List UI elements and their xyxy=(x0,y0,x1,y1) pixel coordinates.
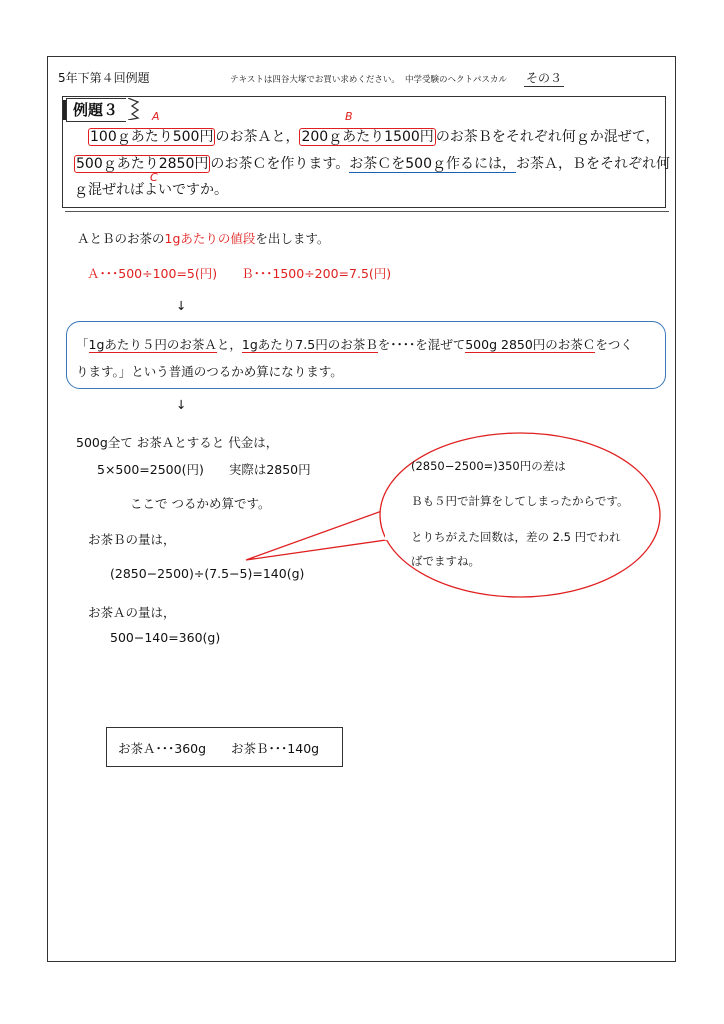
step-6: お茶Ａの量は， xyxy=(88,605,176,620)
bubble-line-1: (2850−2500=)350円の差は xyxy=(411,459,566,473)
problem-line-1: 100ｇあたり500円 のお茶Ａと， 200ｇあたり1500円 のお茶Ｂをそれぞれ何ｇか混ぜて， xyxy=(90,129,660,145)
step-7: 500−140=360(g) xyxy=(110,630,221,645)
calc-a-result: 5(円) xyxy=(186,266,218,281)
tea-c-box: 500ｇあたり2850円 xyxy=(76,156,209,172)
answer-text: お茶Ａ･･･360g お茶Ｂ･･･140g xyxy=(118,741,320,756)
bubble-line-4: ばでますね。 xyxy=(411,554,480,568)
question-underline: お茶Ｃを500ｇ作るには， xyxy=(349,156,516,172)
calc-b-result: 7.5(円) xyxy=(349,266,392,281)
unit-price-emphasis: 1gあたりの値段 xyxy=(164,231,256,246)
problem-line-2: 500ｇあたり2850円 のお茶Ｃを作ります。お茶Ｃを500ｇ作るには，お茶Ａ，Ｂをそれぞれ何 xyxy=(76,156,670,172)
arrow-down-icon: ↓ xyxy=(176,298,187,313)
label-b: B xyxy=(345,110,353,123)
part-label: その３ xyxy=(526,71,563,85)
step-4: お茶Ｂの量は， xyxy=(88,532,176,547)
arrow-down-icon: ↓ xyxy=(176,397,187,412)
intro-line: ＡとＢのお茶の1gあたりの値段を出します。 xyxy=(77,231,330,246)
purchase-note: テキストは四谷大塚でお買い求めください。 xyxy=(230,75,400,85)
step-5: (2850−2500)÷(7.5−5)=140(g) xyxy=(110,566,305,581)
callout-line-2: ります。」という普通のつるかめ算になります。 xyxy=(76,364,343,379)
step-2: 5×500=2500(円) 実際は2850円 xyxy=(97,462,311,477)
callout-line-1: 「1gあたり５円のお茶Ａと，1gあたり7.5円のお茶Ｂを････を混ぜて500g 2850円のお茶Ｃをつく xyxy=(76,337,633,352)
bubble-line-2: Ｂも５円で計算をしてしまったからです。 xyxy=(411,494,629,508)
step-3: ここで つるかめ算です。 xyxy=(130,496,271,511)
speech-bubble xyxy=(240,428,665,603)
bubble-line-3: とりちがえた回数は，差の 2.5 円でわれ xyxy=(411,530,621,544)
problem-line-3: ｇ混ぜればよいですか。 xyxy=(74,182,228,198)
lesson-title: 5年下第４回例題 xyxy=(58,71,150,85)
tea-b-box: 200ｇあたり1500円 xyxy=(301,129,434,145)
problem-tag: 例題３ xyxy=(66,98,126,122)
step-1: 500g全て お茶Ａとすると 代金は， xyxy=(76,435,279,450)
tag-notch-icon xyxy=(128,98,140,120)
calc-line: Ａ･･･500÷100=5(円) Ｂ･･･1500÷200=7.5(円) xyxy=(87,266,392,281)
label-a: A xyxy=(152,110,160,123)
tea-a-box: 100ｇあたり500円 xyxy=(90,129,214,145)
label-c: C xyxy=(150,171,158,184)
site-name: 中学受験のヘクトパスカル xyxy=(405,75,507,85)
